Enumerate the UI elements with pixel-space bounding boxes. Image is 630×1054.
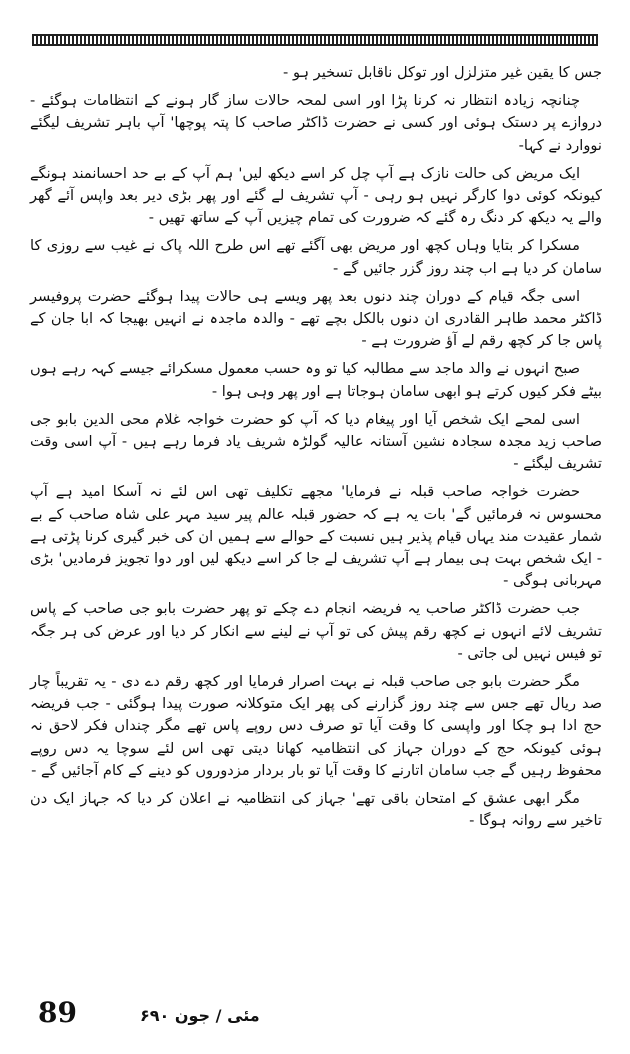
paragraph: ایک مریض کی حالت نازک ہے آپ چل کر اسے دیکھ لیں' ہم آپ کے بے حد احسانمند ہونگے کیونکہ کوئی دوا کارگر نہیں ہو رہی - آپ تشریف لے گئے اور پھر بڑی دیر بعد واپس آئے گھر والے یہ دیکھ کر دنگ رہ گئے کہ ضرورت کی تمام چیزیں آپ کے ساتھ تھیں - [30,164,602,227]
paragraph: چنانچہ زیادہ انتظار نہ کرنا پڑا اور اسی لمحہ حالات ساز گار ہونے کے انتظامات ہوگئے - دروازے پر دستک ہوئی اور کسی نے حضرت ڈاکٹر صاحب کا پتہ پوچھا' آپ باہر تشریف لیگئے نووارد نے کہا- [30,92,602,154]
article-body [30,62,602,839]
paragraph: اسی جگہ قیام کے دوران چند دنوں بعد پھر ویسے ہی حالات پیدا ہوگئے حضرت پروفیسر ڈاکٹر محمد طاہر القادری ان دنوں بالکل بچے تھے - والدہ ماجدہ نے انہیں بھیجا کہ ابا جان کے پاس جا کر کچھ رقم لے آؤ ضرورت ہے - [30,287,602,350]
paragraph: جس کا یقین غیر متزلزل اور توکل ناقابل تسخیر ہو - [283,64,602,81]
paragraph: حضرت خواجہ صاحب قبلہ نے فرمایا' مجھے تکلیف تھی اس لئے نہ آسکا امید ہے آپ محسوس نہ فرمائیں گے' بات یہ ہے کہ حضور قبلہ عالم پیر سید مہر علی شاہ صاحب کے بے شمار عقیدت مند یہاں قیام پذیر ہیں نسبت کے حوالے سے ہمیں ان کی خبر گیری کرنا پڑتی ہے - ایک شخص بہت ہی بیمار ہے آپ تشریف لے جا کر اسے دیکھ لیں اور دوا تجویز فرمادیں' بڑی مہربانی ہوگی - [30,483,602,590]
paragraph: صبح انہوں نے والد ماجد سے مطالبہ کیا تو وہ حسب معمول مسکرائے جیسے کہہ رہے ہوں بیٹے فکر کیوں کرتے ہو ابھی سامان ہوجاتا ہے اور پھر وہی ہوا - [30,360,602,400]
paragraph: مگر حضرت بابو جی صاحب قبلہ نے بہت اصرار فرمایا اور کچھ رقم دے دی - یہ تقریباً چار صد ریال تھے جس سے چند روز گزارنے کی پھر ایک متوکلانہ صورت پیدا ہوگئی - جب فریضہ حج ادا ہو چکا اور واپسی کا وقت آیا تو صرف دس روپے پاس تھے مگر چنداں فکر لاحق نہ ہوئی کیونکہ حج کے دوران جہاز کی انتظامیہ کھانا دیتی تھی اس لئے سوچا یہ دس روپے محفوظ رہیں گے جب سامان اتارنے کا وقت آیا تو بار بردار مزدوروں کو دینے کے کام آجائیں گے - [30,673,602,779]
paragraph: اسی لمحے ایک شخص آیا اور پیغام دیا کہ آپ کو حضرت خواجہ غلام محی الدین بابو جی صاحب زید مجدہ سجادہ نشین آستانہ عالیہ گولڑہ شریف یاد فرما رہے ہیں - آپ اسی وقت تشریف لیگئے - [30,410,602,473]
top-decorative-border [32,34,598,46]
paragraph: مسکرا کر بتایا وہاں کچھ اور مریض بھی آگئے تھے اس طرح اللہ پاک نے غیب سے روزی کا سامان کر دیا ہے اب چند روز گزر جائیں گے - [30,237,602,277]
paragraph: جب حضرت ڈاکٹر صاحب یہ فریضہ انجام دے چکے تو پھر حضرت بابو جی صاحب کے پاس تشریف لائے انہوں نے کچھ رقم پیش کی تو آپ نے لینے سے انکار کر دیا اور عرض کی ہر جگہ تو فیس نہیں لی جاتی - [30,600,602,662]
page-number: 89 [38,996,77,1029]
issue-date: مئی / جون ۶۹۰ [140,1006,260,1025]
paragraph: مگر ابھی عشق کے امتحان باقی تھے' جہاز کی انتظامیہ نے اعلان کر دیا کہ جہاز ایک دن تاخیر سے روانہ ہوگا - [30,790,602,830]
